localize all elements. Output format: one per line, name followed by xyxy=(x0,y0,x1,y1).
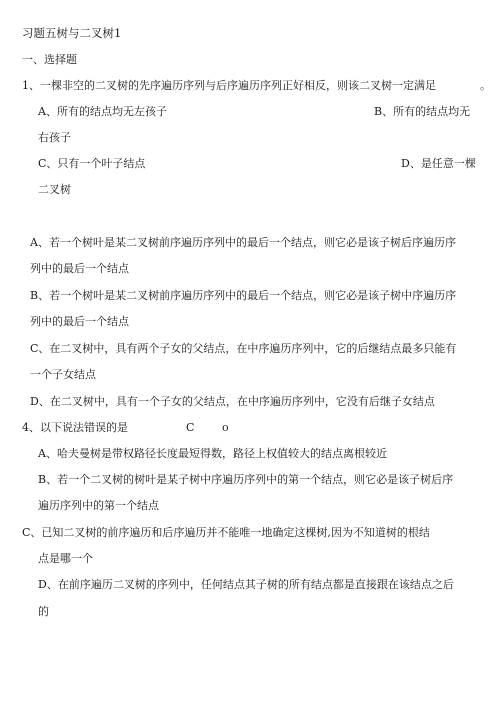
q3-option-a-line2: 列中的最后一个结点 xyxy=(30,262,129,275)
q4-stem: 4、以下说法错误的是 xyxy=(22,421,128,434)
q3-option-a-line1: A、若一个树叶是某二叉树前序遍历序列中的最后一个结点，则它必是该子树后序遍历序 xyxy=(30,236,456,249)
q1-option-b-cont: 右孩子 xyxy=(38,131,71,144)
q3-option-d-line1: D、在二叉树中，具有一个子女的父结点，在中序遍历序列中，它没有后继子女结点 xyxy=(30,395,435,408)
q3-option-c-line1: C、在二叉树中，具有两个子女的父结点，在中序遍历序列中，它的后继结点最多只能有 xyxy=(30,342,457,355)
q4-option-d-line2: 的 xyxy=(38,605,49,618)
q1-option-a: A、所有的结点均无左孩子 xyxy=(38,105,167,118)
q3-option-b-line1: B、若一个树叶是某二叉树前序遍历序列中的最后一个结点，则它必是该子树中序遍历序 xyxy=(30,289,457,302)
q1-option-b: B、所有的结点均无 xyxy=(374,105,471,118)
q1-stem: 1、一棵非空的二叉树的先序遍历序列与后序遍历序列正好相反，则该二叉树一定满足 xyxy=(22,79,436,92)
q3-option-b-line2: 列中的最后一个结点 xyxy=(30,315,129,328)
q1-stem-end: 。 xyxy=(480,79,491,92)
q4-answer: C xyxy=(186,421,195,434)
q1-option-c: C、只有一个叶子结点 xyxy=(38,157,146,170)
q4-option-b-line2: 遍历序列中的第一个结点 xyxy=(38,499,159,512)
q4-option-a: A、哈夫曼树是带权路径长度最短得数，路径上权值较大的结点离根较近 xyxy=(38,447,387,460)
doc-title: 习题五树与二叉树1 xyxy=(22,26,122,40)
q4-option-c-line1: C、已知二叉树的前序遍历和后序遍历并不能唯一地确定这棵树,因为不知道树的根结 xyxy=(22,526,430,539)
q3-option-c-line2: 一个子女结点 xyxy=(30,368,96,381)
q4-option-c-line2: 点是哪一个 xyxy=(38,552,93,565)
section-heading: 一、选择题 xyxy=(22,53,77,66)
q4-mark: o xyxy=(222,421,229,434)
q4-option-b-line1: B、若一个二叉树的树叶是某子树中序遍历序列中的第一个结点，则它必是该子树后序 xyxy=(38,473,454,486)
q4-option-d-line1: D、在前序遍历二叉树的序列中，任何结点其子树的所有结点都是直接跟在该结点之后 xyxy=(38,578,454,591)
q1-option-d: D、是任意一棵 xyxy=(401,157,476,170)
q1-option-d-cont: 二叉树 xyxy=(38,183,71,196)
